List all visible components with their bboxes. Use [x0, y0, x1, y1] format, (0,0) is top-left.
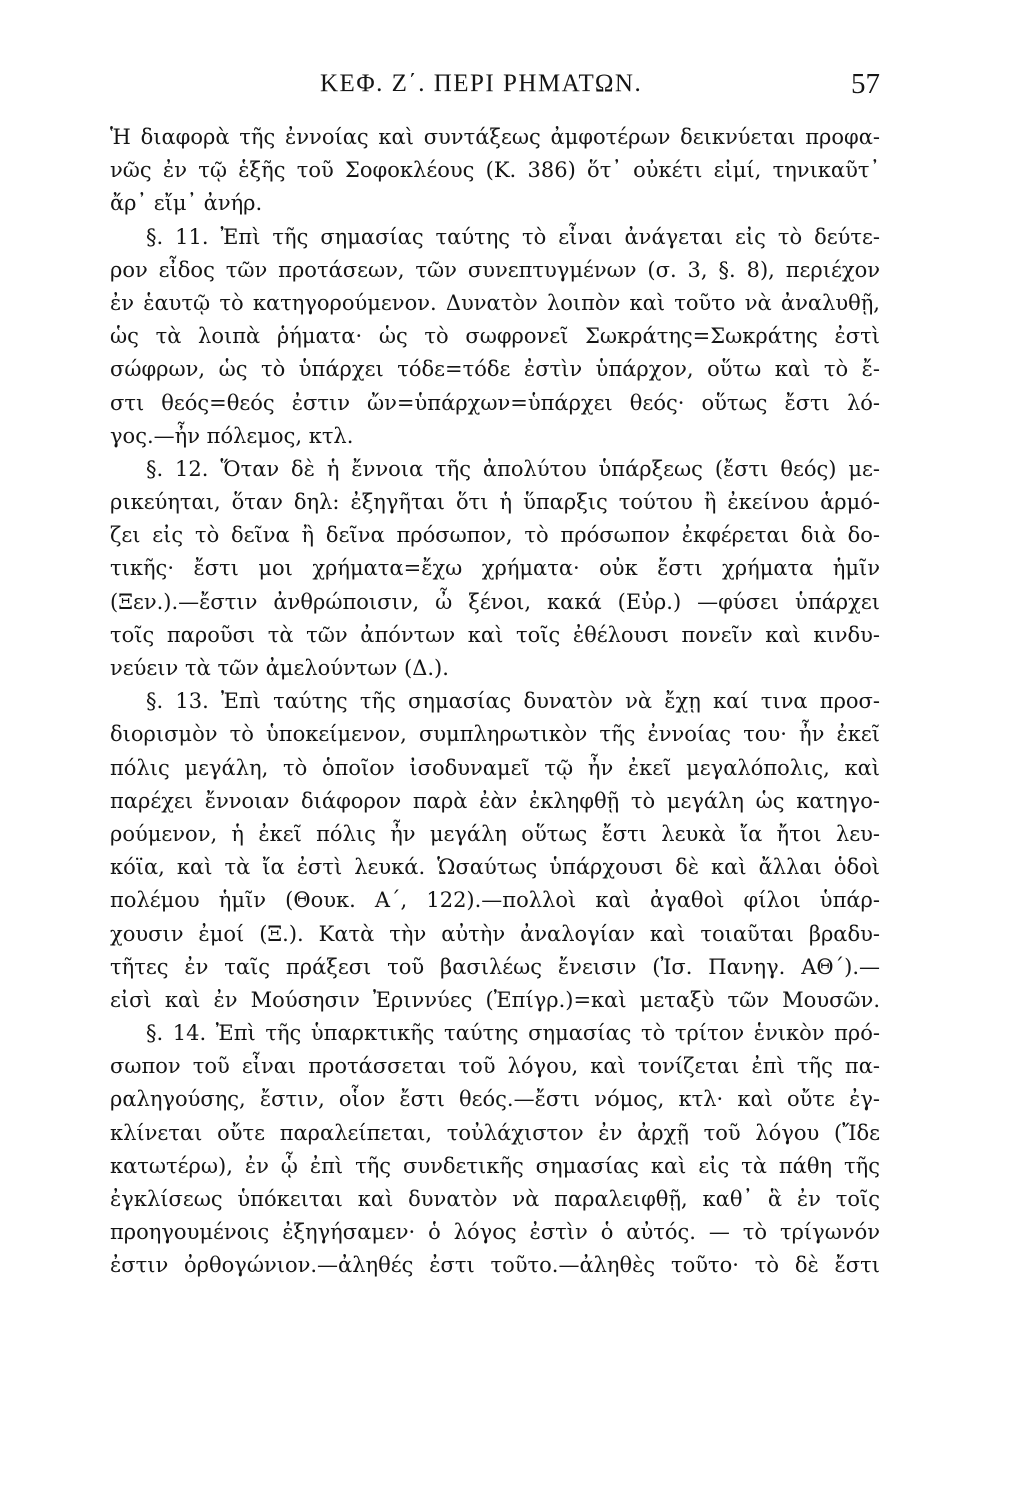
text-line: τῆτες ἐν ταῖς πράξεσι τοῦ βασιλέως ἔνεισιν (Ἰσ. Πανηγ. ΑΘ΄).—: [110, 954, 880, 979]
text-line: §. 11. Ἐπὶ τῆς σημασίας ταύτης τὸ εἶναι ἀνάγεται εἰς τὸ δεύτε-: [146, 224, 880, 249]
page-header: [110, 64, 880, 104]
text-line: ραληγούσης, ἔστιν, οἷον ἔστι θεός.—ἔστι νόμος, κτλ· καὶ οὔτε ἐγ-: [110, 1087, 880, 1112]
text-line: σωπον τοῦ εἶναι προτάσσεται τοῦ λόγου, καὶ τονίζεται ἐπὶ τῆς πα-: [110, 1054, 880, 1079]
text-line: §. 14. Ἐπὶ τῆς ὑπαρκτικῆς ταύτης σημασίας τὸ τρίτον ἑνικὸν πρό-: [146, 1021, 880, 1046]
text-line: ρικεύηται, ὅταν δηλ: ἐξηγῆται ὅτι ἡ ὕπαρξις τούτου ἢ ἐκείνου ἁρμό-: [110, 490, 880, 515]
text-line: νῶς ἐν τῷ ἑξῆς τοῦ Σοφοκλέους (Κ. 386) ὅτ᾽ οὐκέτι εἰμί, τηνικαῦτ᾽: [110, 158, 880, 183]
text-line: ὡς τὰ λοιπὰ ῥήματα· ὡς τὸ σωφρονεῖ Σωκράτης=Σωκράτης ἐστὶ: [110, 324, 880, 349]
text-line: κατωτέρω), ἐν ᾧ ἐπὶ τῆς συνδετικῆς σημασίας καὶ εἰς τὰ πάθη τῆς: [110, 1153, 880, 1178]
text-line: ἐστιν ὀρθογώνιον.—ἀληθές ἐστι τοῦτο.—ἀληθὲς τοῦτο· τὸ δὲ ἔστι: [110, 1253, 880, 1278]
text-line: χουσιν ἐμοί (Ξ.). Κατὰ τὴν αὐτὴν ἀναλογίαν καὶ τοιαῦται βραδυ-: [110, 921, 880, 946]
text-line: τικῆς· ἔστι μοι χρήματα=ἔχω χρήματα· οὐκ ἔστι χρήματα ἡμῖν: [110, 556, 880, 581]
text-line: πόλις μεγάλη, τὸ ὁποῖον ἰσοδυναμεῖ τῷ ἦν ἐκεῖ μεγαλόπολις, καὶ: [110, 755, 880, 780]
text-line: §. 13. Ἐπὶ ταύτης τῆς σημασίας δυνατὸν νὰ ἔχῃ καί τινα προσ-: [146, 689, 880, 714]
body-text: [110, 121, 880, 1283]
text-line: προηγουμένοις ἐξηγήσαμεν· ὁ λόγος ἐστὶν ὁ αὐτός. — τὸ τρίγωνόν: [110, 1220, 880, 1245]
text-line: εἰσὶ καὶ ἐν Μούσησιν Ἐριννύες (Ἐπίγρ.)=καὶ μεταξὺ τῶν Μουσῶν.: [110, 987, 880, 1012]
page-number: 57: [851, 68, 880, 100]
text-line: (Ξεν.).—ἔστιν ἀνθρώποισιν, ὦ ξένοι, κακά (Εὐρ.) —φύσει ὑπάρχει: [110, 589, 880, 614]
text-line: σώφρων, ὡς τὸ ὑπάρχει τόδε=τόδε ἐστὶν ὑπάρχον, οὕτω καὶ τὸ ἔ-: [110, 357, 880, 382]
text-line: τοῖς παροῦσι τὰ τῶν ἀπόντων καὶ τοῖς ἐθέλουσι πονεῖν καὶ κινδυ-: [110, 622, 880, 647]
text-line: διορισμὸν τὸ ὑποκείμενον, συμπληρωτικὸν τῆς ἐννοίας του· ἦν ἐκεῖ: [110, 722, 880, 747]
text-line: ἐν ἑαυτῷ τὸ κατηγορούμενον. Δυνατὸν λοιπὸν καὶ τοῦτο νὰ ἀναλυθῇ,: [110, 290, 880, 315]
text-line: Ἡ διαφορὰ τῆς ἐννοίας καὶ συντάξεως ἀμφοτέρων δεικνύεται προφα-: [110, 125, 880, 149]
text-line: ἄρ᾽ εἴμ᾽ ἀνήρ.: [110, 191, 263, 216]
text-line: κόϊα, καὶ τὰ ἴα ἐστὶ λευκά. Ὡσαύτως ὑπάρχουσι δὲ καὶ ἄλλαι ὁδοὶ: [110, 855, 880, 880]
text-line: ρούμενον, ἡ ἐκεῖ πόλις ἦν μεγάλη οὕτως ἔστι λευκὰ ἴα ἤτοι λευ-: [110, 821, 880, 846]
text-line: παρέχει ἔννοιαν διάφορον παρὰ ἐὰν ἐκληφθῇ τὸ μεγάλη ὡς κατηγο-: [110, 788, 880, 813]
text-line: νεύειν τὰ τῶν ἀμελούντων (Δ.).: [110, 656, 449, 680]
text-line: ζει εἰς τὸ δεῖνα ἢ δεῖνα πρόσωπον, τὸ πρόσωπον ἐκφέρεται διὰ δο-: [110, 523, 880, 548]
text-line: κλίνεται οὔτε παραλείπεται, τοὐλάχιστον ἐν ἀρχῇ τοῦ λόγου (Ἴδε: [110, 1120, 880, 1145]
running-title: ΚΕΦ. Ζ΄. ΠΕΡΙ ΡΗΜΑΤΩΝ.: [320, 70, 643, 97]
text-line: §. 12. Ὅταν δὲ ἡ ἔννοια τῆς ἀπολύτου ὑπάρξεως (ἔστι θεός) με-: [146, 456, 880, 481]
text-line: στι θεός=θεός ἐστιν ὤν=ὑπάρχων=ὑπάρχει θεός· οὕτως ἔστι λό-: [110, 390, 880, 415]
text-line: γος.—ἦν πόλεμος, κτλ.: [110, 423, 354, 448]
text-line: πολέμου ἡμῖν (Θουκ. Α΄, 122).—πολλοὶ καὶ ἀγαθοὶ φίλοι ὑπάρ-: [110, 888, 880, 913]
text-line: ἐγκλίσεως ὑπόκειται καὶ δυνατὸν νὰ παραλειφθῇ, καθ᾽ ἃ ἐν τοῖς: [110, 1187, 880, 1211]
text-line: ρον εἶδος τῶν προτάσεων, τῶν συνεπτυγμένων (σ. 3, §. 8), περιέχον: [110, 257, 880, 282]
